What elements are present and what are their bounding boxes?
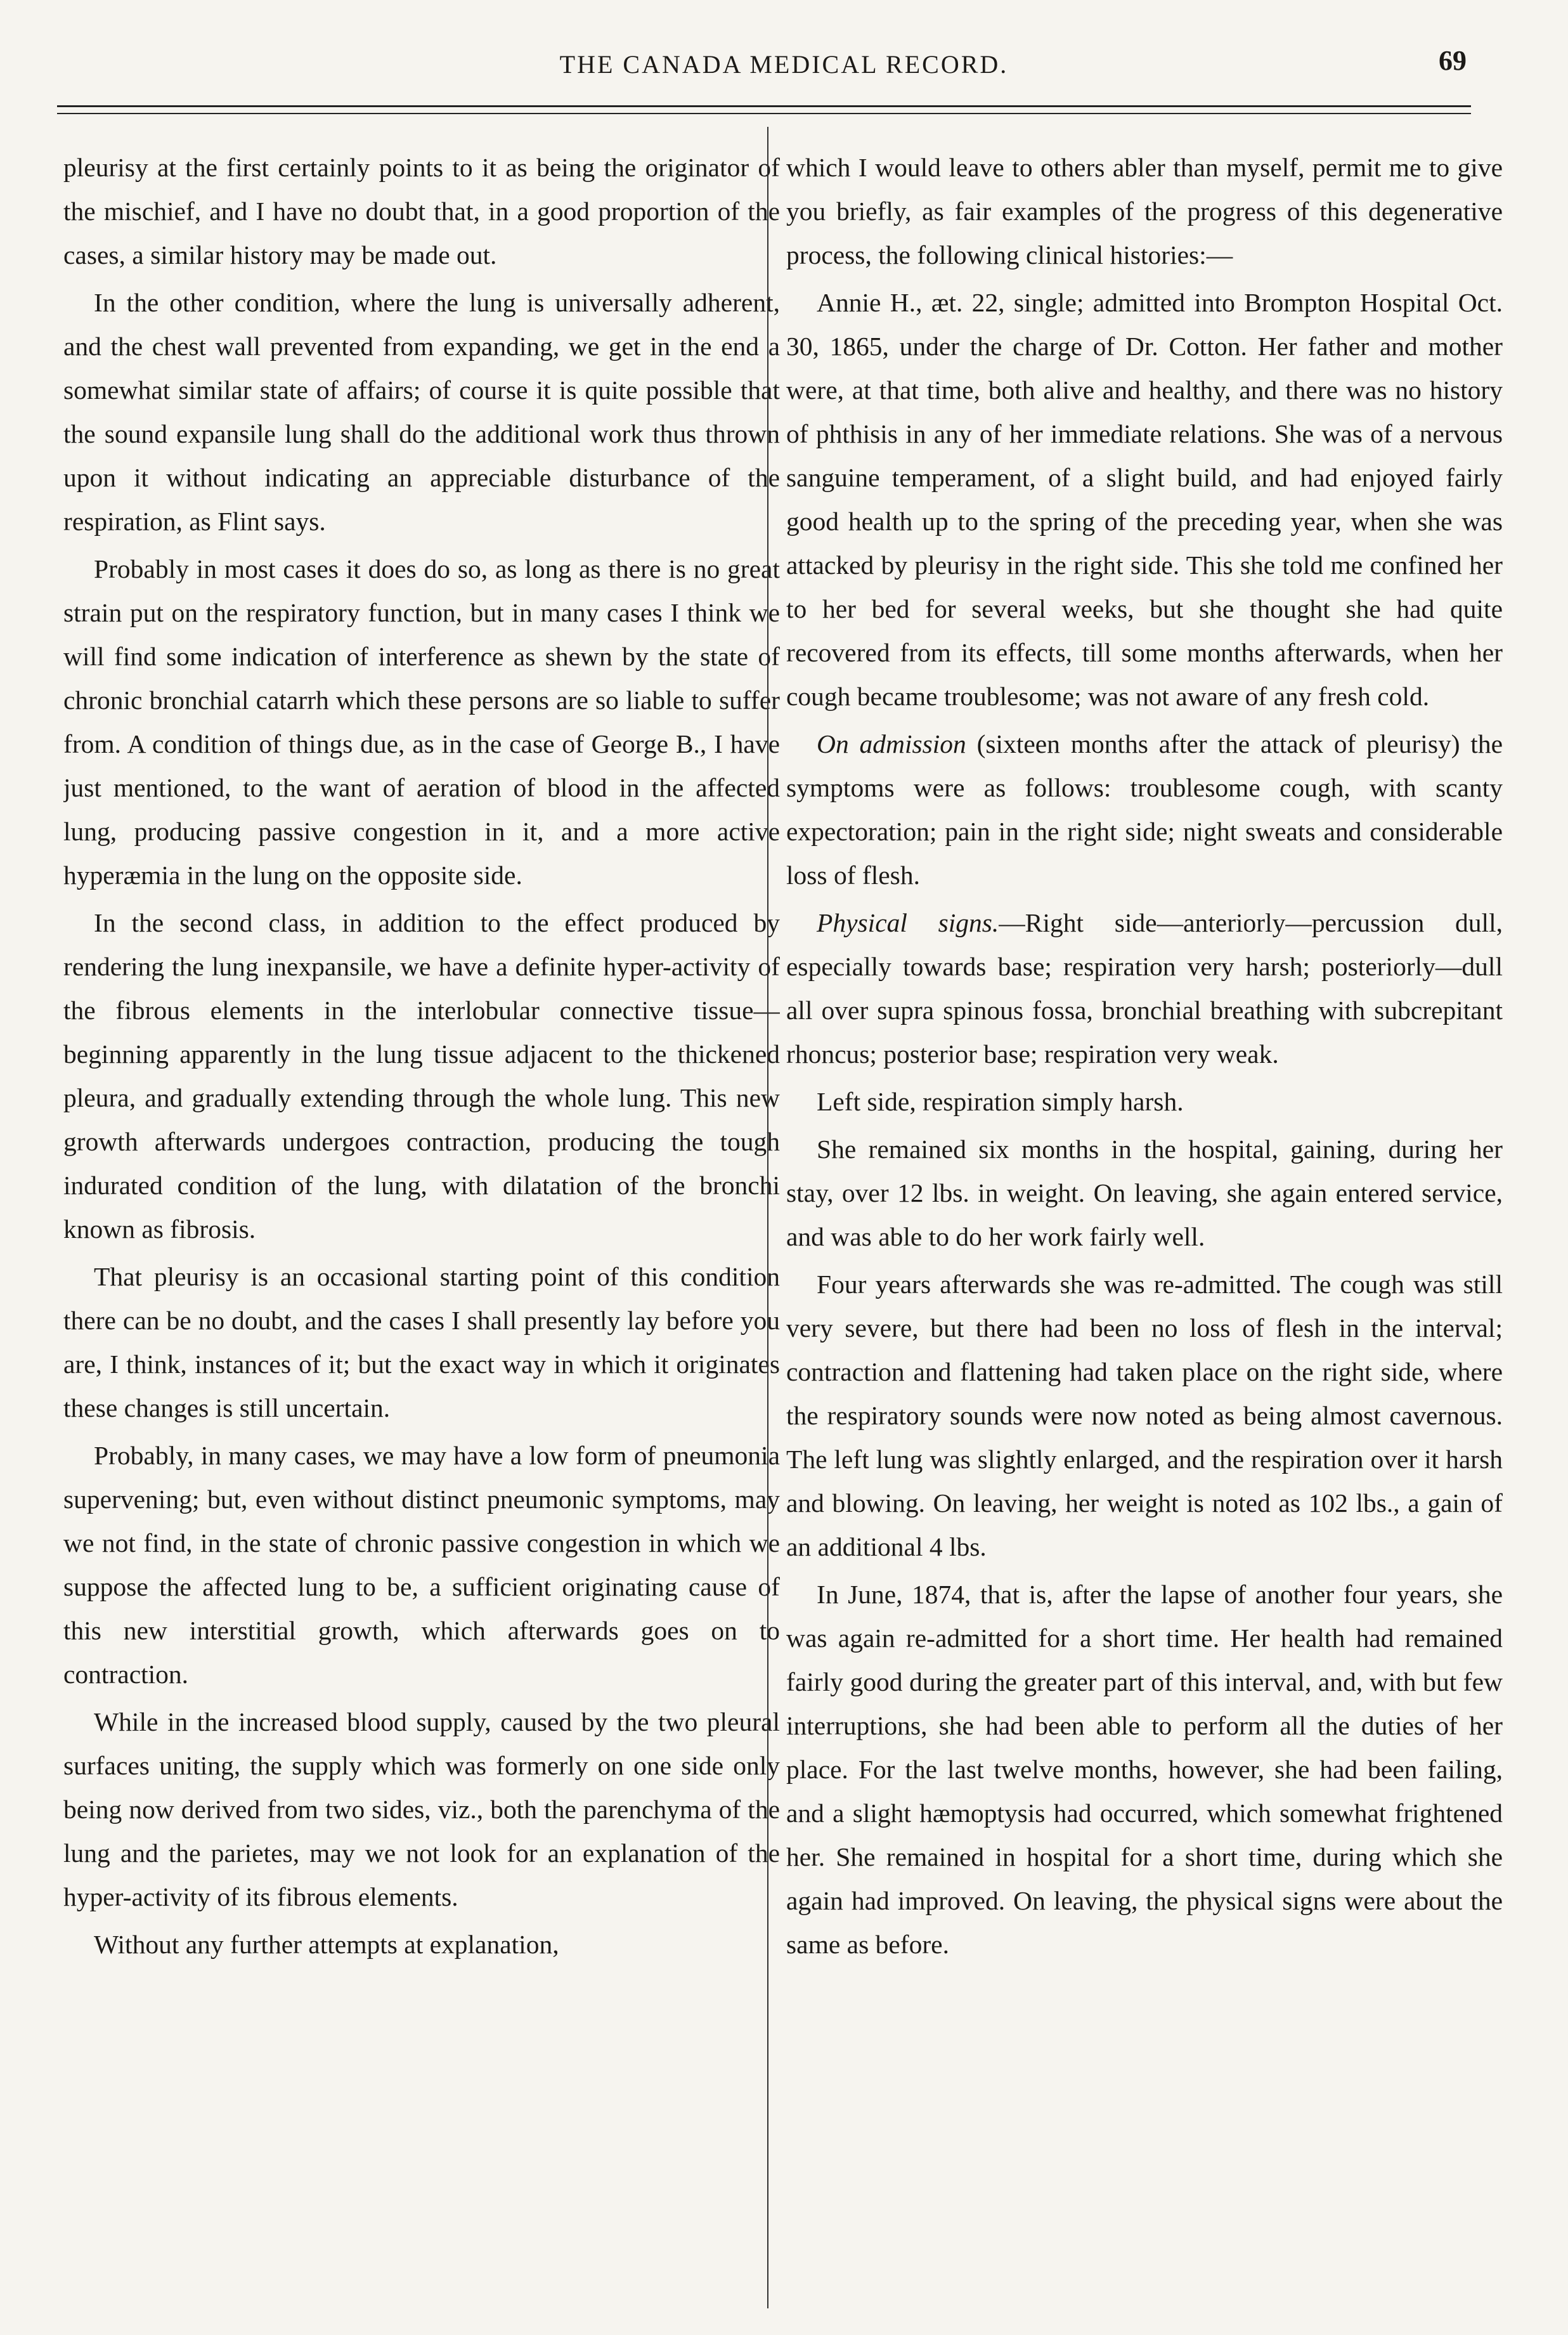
paragraph: Left side, respiration simply harsh. [817,1087,1184,1116]
paragraph [786,722,1503,897]
column-divider [767,127,768,2308]
run-in-heading: On admission [817,729,966,758]
header-rule-bottom [57,113,1471,114]
left-column [63,146,780,2315]
page-number: 69 [1439,45,1467,76]
paragraph: In June, 1874, that is, after the lapse of another four years, she was again re-admitted for a short time. Her health had remained fairly good during the greater part of this interval, and, with but few interruptions, she had been able to perform all the duties of her place. For the last twelve months, however, she had been failing, and a slight hæmoptysis had occurred, which somewhat frightened her. She remained in hospital for a short time, during which she again had improved. On leaving, the physical signs were about the same as before. [786,1580,1503,1959]
paragraph: Annie H., æt. 22, single; admitted into Brompton Hospital Oct. 30, 1865, under the charge of Dr. Cotton. Her father and mother were, at that time, both alive and healthy, and there was no history of phthisis in any of her immediate relations. She was of a nervous sanguine temperament, of a slight build, and had enjoyed fairly good health up to the spring of the preceding year, when she was attacked by pleurisy in the right side. This she told me confined her to her bed for several weeks, but she thought she had quite recovered from its effects, till some months afterwards, when her cough became troublesome; was not aware of any fresh cold. [786,288,1503,711]
paragraph: That pleurisy is an occasional starting point of this condition there can be no doubt, and the cases I shall presently lay before you are, I think, instances of it; but the exact way in which it originates these changes is still uncertain. [63,1262,780,1422]
paragraph: pleurisy at the first certainly points to it as being the originator of the mischief, and I have no doubt that, in a good proportion of the cases, a similar history may be made out. [63,153,780,270]
header-rule-top [57,105,1471,107]
paragraph: In the other condition, where the lung is universally adherent, and the chest wall prevented from expanding, we get in the end a somewhat similar state of affairs; of course it is quite possible that the sound expansile lung shall do the additional work thus thrown upon it without indicating an appreciable disturbance of the respiration, as Flint says. [63,288,780,536]
paragraph-text: (sixteen months after the attack of pleurisy) the symptoms were as follows: troublesome cough, with scanty expectoration; pain in the right side; night sweats and considerable loss of flesh. [786,729,1503,890]
paragraph: Probably in most cases it does do so, as long as there is no great strain put on the respiratory function, but in many cases I think we will find some indication of interference as shewn by the state of chronic bronchial catarrh which these persons are so liable to suffer from. A condition of things due, as in the case of George B., I have just mentioned, to the want of aeration of blood in the affected lung, producing passive congestion in it, and a more active hyperæmia in the lung on the opposite side. [63,554,780,890]
paragraph [786,901,1503,1076]
right-column [786,146,1503,2315]
paragraph: which I would leave to others abler than myself, permit me to give you briefly, as fair examples of the progress of this degenerative process, the following clinical histories:— [786,153,1503,270]
running-title: THE CANADA MEDICAL RECORD. [559,50,1009,79]
paragraph: She remained six months in the hospital, gaining, during her stay, over 12 lbs. in weight. On leaving, she again entered service, and was able to do her work fairly well. [786,1135,1503,1251]
paragraph-text: —Right side—anteriorly—percussion dull, especially towards base; respiration very harsh; posteriorly—dull all over supra spinous fossa, bronchial breathing with subcrepitant rhoncus; posterior base; respiration very weak. [786,908,1503,1069]
paragraph: Probably, in many cases, we may have a low form of pneumonia supervening; but, even without distinct pneumonic symptoms, may we not find, in the state of chronic passive congestion in which we suppose the affected lung to be, a sufficient originating cause of this new interstitial growth, which afterwards goes on to contraction. [63,1441,780,1689]
paragraph: Four years afterwards she was re-admitted. The cough was still very severe, but there had been no loss of flesh in the interval; contraction and flattening had taken place on the right side, where the respiratory sounds were now noted as being almost cavernous. The left lung was slightly enlarged, and the respiration over it harsh and blowing. On leaving, her weight is noted as 102 lbs., a gain of an additional 4 lbs. [786,1270,1503,1561]
paragraph: In the second class, in addition to the effect produced by rendering the lung inexpansile, we have a definite hyper-activity of the fibrous elements in the interlobular connective tissue—beginning apparently in the lung tissue adjacent to the thickened pleura, and gradually extending through the whole lung. This new growth afterwards undergoes contraction, producing the tough indurated condition of the lung, with dilatation of the bronchi known as fibrosis. [63,908,780,1244]
paragraph: Without any further attempts at explanation, [94,1930,559,1959]
run-in-heading: Physical signs. [817,908,999,937]
paragraph: While in the increased blood supply, caused by the two pleural surfaces uniting, the supply which was formerly on one side only being now derived from two sides, viz., both the parenchyma of the lung and the parietes, may we not look for an explanation of the hyper-activity of its fibrous elements. [63,1707,780,1911]
